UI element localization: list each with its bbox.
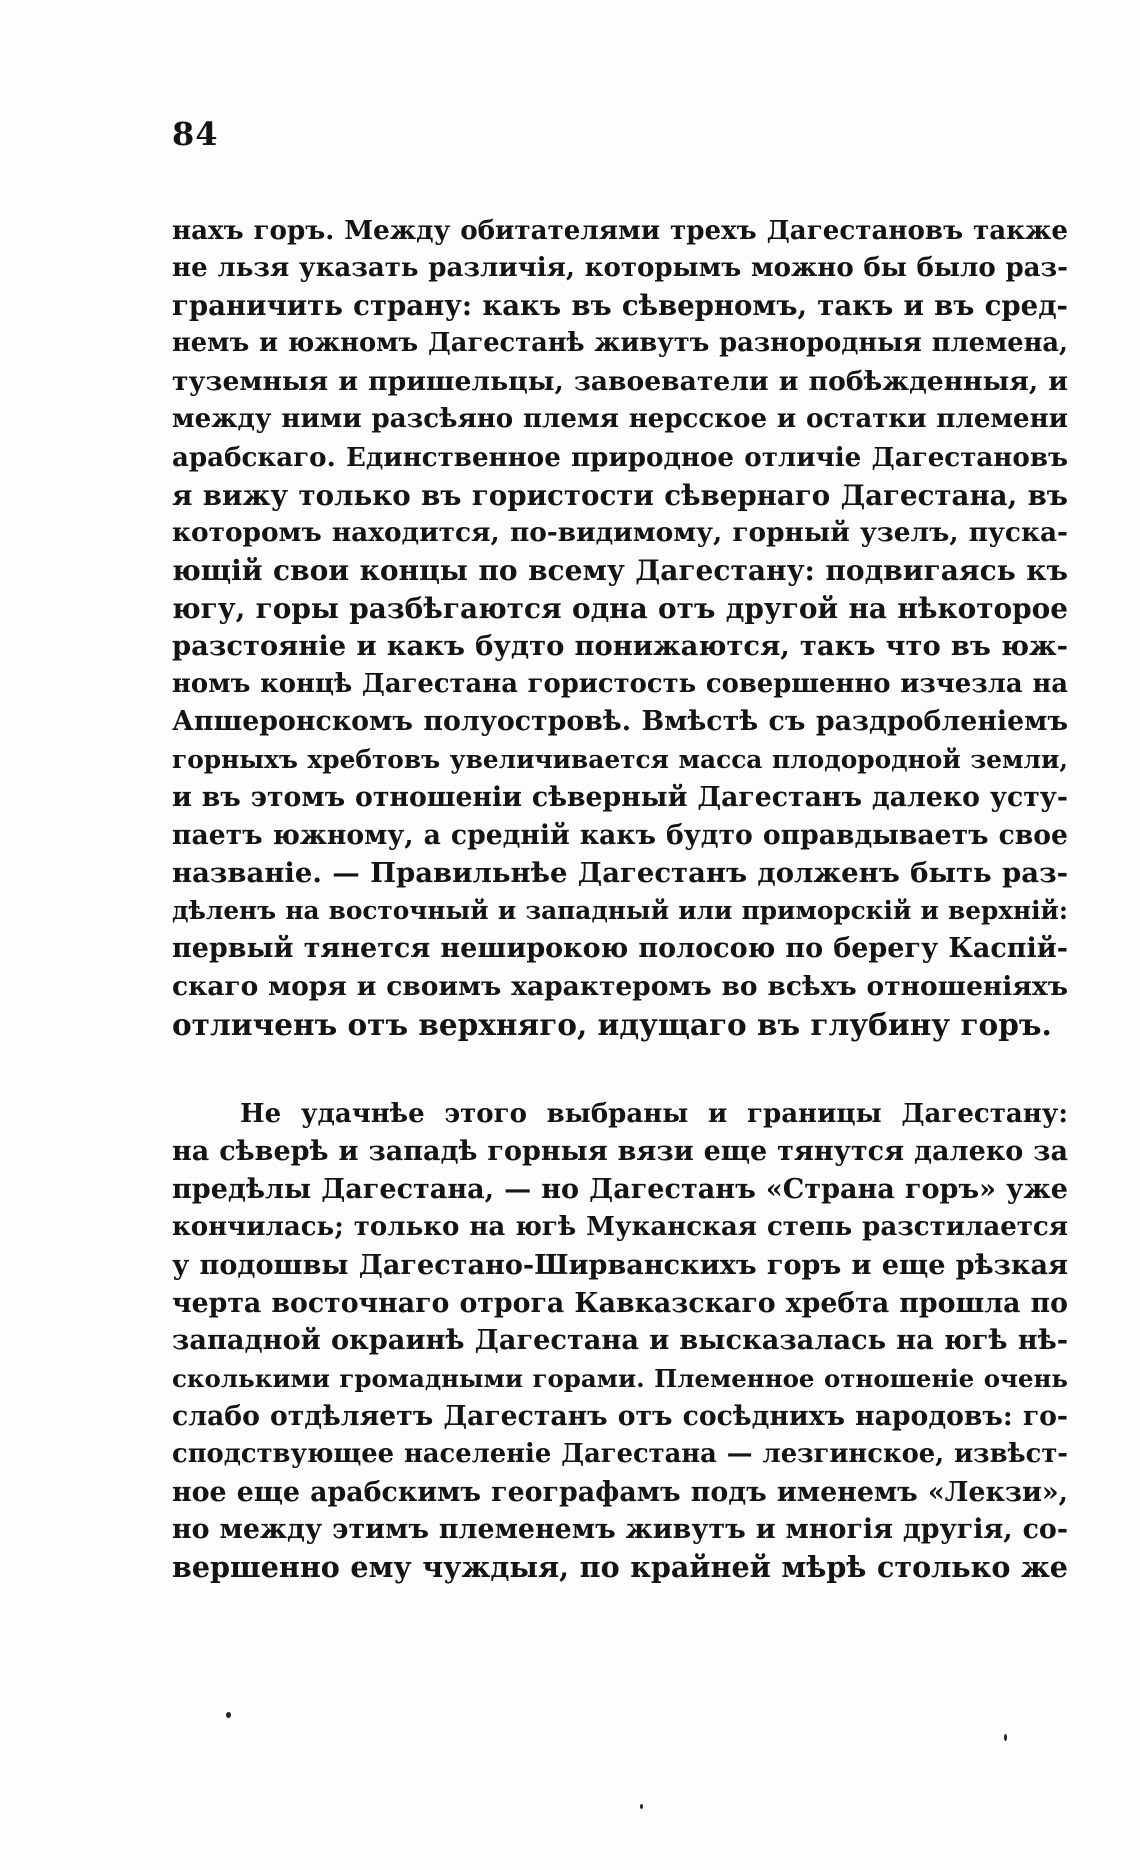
text-line: номъ концѣ Дагестана гористость совершенно изчезла на [172, 668, 1068, 699]
text-line: граничить страну: какъ въ сѣверномъ, такъ и въ сред- [172, 289, 1068, 322]
text-line: на сѣверѣ и западѣ горныя вязи еще тянутся далеко за [172, 1136, 1068, 1168]
text-line: отличенъ отъ верхняго, идущаго въ глубину горъ. [172, 1006, 1052, 1042]
scan-speck [640, 1804, 643, 1809]
text-line: предѣлы Дагестана, — но Дагестанъ «Страна горъ» уже [172, 1174, 1068, 1206]
text-line: паетъ южному, а средній какъ будто оправдываетъ свое [172, 819, 1068, 851]
body-text [172, 212, 1068, 1587]
text-line: я вижу только въ гористости сѣвернаго Дагестана, въ [172, 478, 1068, 512]
paragraph-2 [172, 1096, 1068, 1587]
page-number: 84 [172, 115, 219, 153]
text-line: но между этимъ племенемъ живутъ и многія другія, со- [172, 1514, 1068, 1546]
text-line: немъ и южномъ Дагестанѣ живутъ разнородныя племена, [172, 328, 1068, 359]
text-line: разстояніе и какъ будто понижаются, такъ что въ юж- [172, 629, 1068, 662]
text-line: дѣленъ на восточный и западный или приморскій и верхній: [172, 896, 1068, 926]
text-line: туземныя и пришельцы, завоеватели и побѣжденныя, и [172, 366, 1068, 398]
text-line: которомъ находится, по-видимому, горный узелъ, пуска- [172, 517, 1068, 549]
text-line: ное еще арабскимъ географамъ подъ именемъ «Лекзи», [172, 1476, 1068, 1508]
text-line: кончилась; только на югѣ Муканская степь разстилается [172, 1211, 1068, 1242]
text-line: названіе. — Правильнѣе Дагестанъ долженъ быть раз- [172, 856, 1068, 889]
text-line: арабскаго. Единственное природное отличіе Дагестановъ [172, 441, 1068, 473]
text-line: югу, горы разбѣгаются одна отъ другой на нѣкоторое [172, 591, 1068, 625]
text-line: нахъ горъ. Между обитателями трехъ Дагестановъ также [172, 215, 1068, 246]
text-line: ющій свои концы по всему Дагестану: подвигаясь къ [172, 554, 1068, 588]
text-line: сподствующее населеніе Дагестана — лезгинское, извѣст- [172, 1438, 1068, 1469]
text-line: первый тянется неширокою полосою по берегу Каспій- [172, 933, 1068, 965]
text-line: Апшеронскомъ полуостровѣ. Вмѣстѣ съ раздробленіемъ [172, 706, 1068, 738]
text-line: горныхъ хребтовъ увеличивается масса плодородной земли, [172, 745, 1068, 775]
scan-speck [1004, 1734, 1007, 1741]
text-line: черта восточнаго отрога Кавказскаго хребта прошла по [172, 1287, 1068, 1319]
text-line: сколькими громадными горами. Племенное отношеніе очень [172, 1364, 1068, 1394]
text-line: западной окраинѣ Дагестана и высказалась на югѣ нѣ- [172, 1324, 1068, 1357]
text-line: Не удачнѣе этого выбраны и границы Дагестану: [240, 1098, 1068, 1129]
text-line: и въ этомъ отношеніи сѣверный Дагестанъ далеко усту- [172, 781, 1068, 813]
text-line: вершенно ему чуждыя, по крайней мѣрѣ столько же [172, 1550, 1068, 1585]
text-line: у подошвы Дагестано-Ширванскихъ горъ и еще рѣзкая [172, 1249, 1068, 1281]
text-line: слабо отдѣляетъ Дагестанъ отъ сосѣднихъ народовъ: го- [172, 1400, 1068, 1432]
text-line: между ними разсѣяно племя нерсское и остатки племени [172, 403, 1068, 434]
paragraph-1 [172, 212, 1068, 1044]
text-line: не льзя указать различія, которымъ можно бы было раз- [172, 252, 1068, 283]
scan-speck [226, 1712, 231, 1718]
text-line: скаго моря и своимъ характеромъ во всѣхъ отношеніяхъ [172, 970, 1068, 1002]
